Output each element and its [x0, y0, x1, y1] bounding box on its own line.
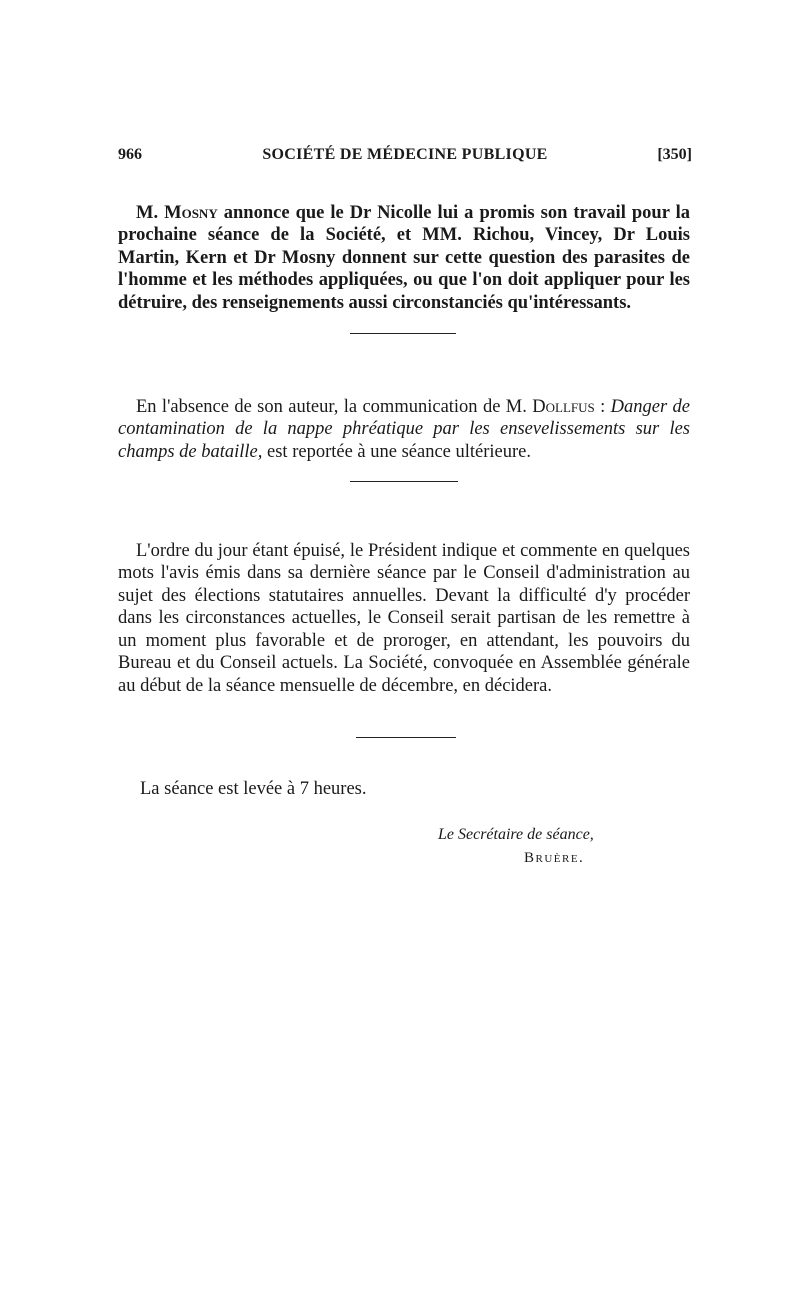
- page-number: 966: [118, 146, 142, 163]
- colon: :: [600, 396, 606, 417]
- paragraph-dollfus: [118, 396, 690, 464]
- signature-name: Bruère.: [524, 850, 585, 866]
- section-divider: [350, 481, 458, 482]
- speaker-name: M. Mosny: [136, 202, 218, 223]
- paragraph-president: [118, 540, 690, 698]
- signature-role: Le Secrétaire de séance,: [438, 826, 594, 843]
- paragraph-intro: En l'absence de son auteur, la communication de M.: [136, 396, 527, 417]
- author-name: Dollfus: [532, 396, 595, 417]
- paragraph-outro: est reportée à une séance ultérieure.: [267, 441, 532, 462]
- section-divider: [356, 737, 456, 738]
- closing-line: La séance est levée à 7 heures.: [140, 779, 367, 799]
- section-divider: [350, 333, 456, 334]
- page-header: [118, 146, 692, 166]
- bracket-page-number: [350]: [657, 146, 692, 163]
- paragraph-text: L'ordre du jour étant épuisé, le Président indique et commente en quelques mots l'avis émis dans sa dernière séance par le Conseil d'administration au sujet des élections statutaires annuelles. Devant la difficulté d'y procéder dans les circonstances actuelles, le Conseil serait partisan de les remettre à un moment plus favorable et de proroger, en attendant, les pouvoirs du Bureau et du Conseil actuels. La Société, convoquée en Assemblée générale au début de la séance mensuelle de décembre, en décidera.: [118, 540, 690, 696]
- paragraph-text: annonce que le Dr Nicolle lui a promis son travail pour la prochaine séance de la Société, et MM. Richou, Vincey, Dr Louis Martin, Kern et Dr Mosny donnent sur cette question des parasites de l'homme et les méthodes appliquées, ou que l'on doit appliquer pour les détruire, des renseignements aussi circonstanciés qu'intéressants.: [118, 202, 690, 313]
- paragraph-mosny: [118, 202, 690, 315]
- communication-title: Danger de contamination de la nappe phréatique par les ensevelissements sur les champs de bataille,: [118, 396, 691, 462]
- running-title: SOCIÉTÉ DE MÉDECINE PUBLIQUE: [262, 146, 548, 163]
